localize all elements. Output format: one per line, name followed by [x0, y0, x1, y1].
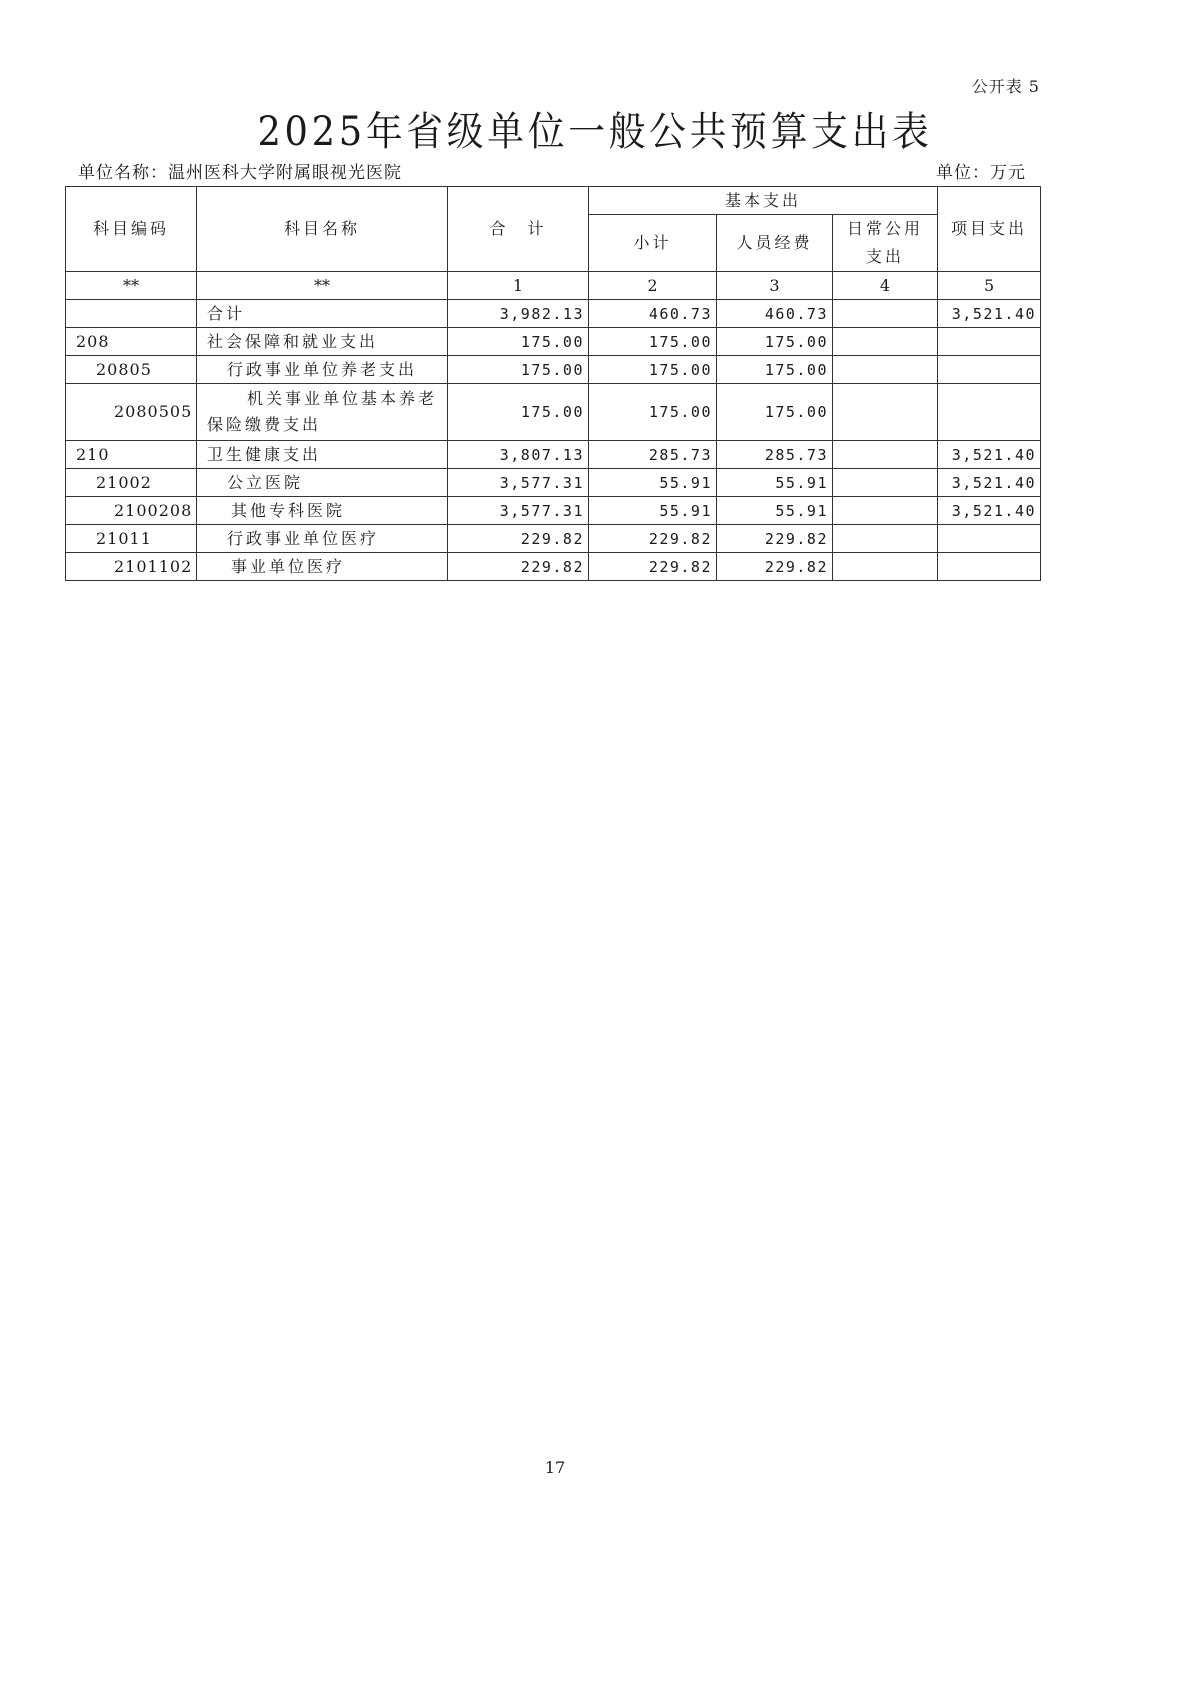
code-cell: 210	[66, 441, 197, 469]
table-row	[66, 384, 1041, 441]
name-cell: 社会保障和就业支出	[197, 328, 448, 356]
code-cell: 21002	[66, 469, 197, 497]
personnel-cell: 175.00	[717, 384, 833, 441]
daily-public-cell	[833, 328, 938, 356]
subtotal-cell: 229.82	[589, 553, 717, 581]
daily-public-cell	[833, 356, 938, 384]
total-cell: 229.82	[448, 553, 589, 581]
personnel-cell: 55.91	[717, 497, 833, 525]
header-subtotal: 小计	[589, 215, 717, 272]
subtotal-cell: 460.73	[589, 300, 717, 328]
project-cell	[938, 356, 1041, 384]
form-tag: 公开表 5	[971, 77, 1040, 96]
total-cell: 3,982.13	[448, 300, 589, 328]
index-cell: 4	[833, 272, 938, 300]
subtotal-cell: 55.91	[589, 497, 717, 525]
code-cell: 20805	[66, 356, 197, 384]
subtotal-cell: 175.00	[589, 356, 717, 384]
daily-public-cell	[833, 553, 938, 581]
project-cell	[938, 553, 1041, 581]
header-name: 科目名称	[197, 187, 448, 272]
subtotal-cell: 229.82	[589, 525, 717, 553]
header-daily-public	[833, 215, 938, 272]
header-personnel: 人员经费	[717, 215, 833, 272]
name-cell: 事业单位医疗	[197, 553, 448, 581]
currency-unit-label: 单位：万元	[936, 163, 1026, 183]
project-cell	[938, 384, 1041, 441]
project-cell	[938, 328, 1041, 356]
total-cell: 3,577.31	[448, 497, 589, 525]
name-cell: 其他专科医院	[197, 497, 448, 525]
total-cell: 3,807.13	[448, 441, 589, 469]
index-cell: **	[66, 272, 197, 300]
table-row	[66, 497, 1041, 525]
code-cell: 208	[66, 328, 197, 356]
project-cell	[938, 525, 1041, 553]
total-cell: 175.00	[448, 384, 589, 441]
name-cell: 卫生健康支出	[197, 441, 448, 469]
project-cell: 3,521.40	[938, 469, 1041, 497]
header-daily-public-line2: 支出	[866, 247, 905, 266]
personnel-cell: 229.82	[717, 525, 833, 553]
project-cell: 3,521.40	[938, 441, 1041, 469]
page-title: 2025年省级单位一般公共预算支出表	[257, 109, 933, 155]
page-number: 17	[544, 1458, 566, 1477]
header-project-expenditure: 项目支出	[938, 187, 1041, 272]
table-row	[66, 441, 1041, 469]
daily-public-cell	[833, 469, 938, 497]
personnel-cell: 460.73	[717, 300, 833, 328]
daily-public-cell	[833, 525, 938, 553]
table-row	[66, 553, 1041, 581]
project-cell: 3,521.40	[938, 497, 1041, 525]
index-cell: 3	[717, 272, 833, 300]
personnel-cell: 285.73	[717, 441, 833, 469]
header-code: 科目编码	[66, 187, 197, 272]
personnel-cell: 175.00	[717, 356, 833, 384]
code-cell: 2080505	[66, 384, 197, 441]
total-cell: 229.82	[448, 525, 589, 553]
subtotal-cell: 175.00	[589, 384, 717, 441]
table-row	[66, 356, 1041, 384]
name-cell: 行政事业单位医疗	[197, 525, 448, 553]
table-row	[66, 469, 1041, 497]
daily-public-cell	[833, 300, 938, 328]
name-line-2: 保险缴费支出	[207, 415, 322, 434]
name-cell: 行政事业单位养老支出	[197, 356, 448, 384]
unit-name-label: 单位名称：温州医科大学附属眼视光医院	[78, 163, 402, 183]
table-row	[66, 525, 1041, 553]
index-cell: **	[197, 272, 448, 300]
code-cell: 2101102	[66, 553, 197, 581]
personnel-cell: 55.91	[717, 469, 833, 497]
index-row	[66, 272, 1041, 300]
subtotal-cell: 285.73	[589, 441, 717, 469]
name-cell: 合计	[197, 300, 448, 328]
personnel-cell: 229.82	[717, 553, 833, 581]
daily-public-cell	[833, 497, 938, 525]
name-cell	[197, 384, 448, 441]
daily-public-cell	[833, 441, 938, 469]
name-line-1: 机关事业单位基本养老	[247, 389, 438, 408]
subtotal-cell: 55.91	[589, 469, 717, 497]
code-cell	[66, 300, 197, 328]
table-row-total	[66, 300, 1041, 328]
index-cell: 1	[448, 272, 589, 300]
total-cell: 3,577.31	[448, 469, 589, 497]
project-cell: 3,521.40	[938, 300, 1041, 328]
total-cell: 175.00	[448, 328, 589, 356]
budget-expenditure-table	[65, 186, 1041, 581]
index-cell: 5	[938, 272, 1041, 300]
table-row	[66, 328, 1041, 356]
header-daily-public-line1: 日常公用	[847, 219, 924, 238]
subtotal-cell: 175.00	[589, 328, 717, 356]
index-cell: 2	[589, 272, 717, 300]
code-cell: 21011	[66, 525, 197, 553]
code-cell: 2100208	[66, 497, 197, 525]
header-basic-expenditure: 基本支出	[589, 187, 938, 215]
personnel-cell: 175.00	[717, 328, 833, 356]
header-total: 合 计	[448, 187, 589, 272]
daily-public-cell	[833, 384, 938, 441]
name-cell: 公立医院	[197, 469, 448, 497]
total-cell: 175.00	[448, 356, 589, 384]
